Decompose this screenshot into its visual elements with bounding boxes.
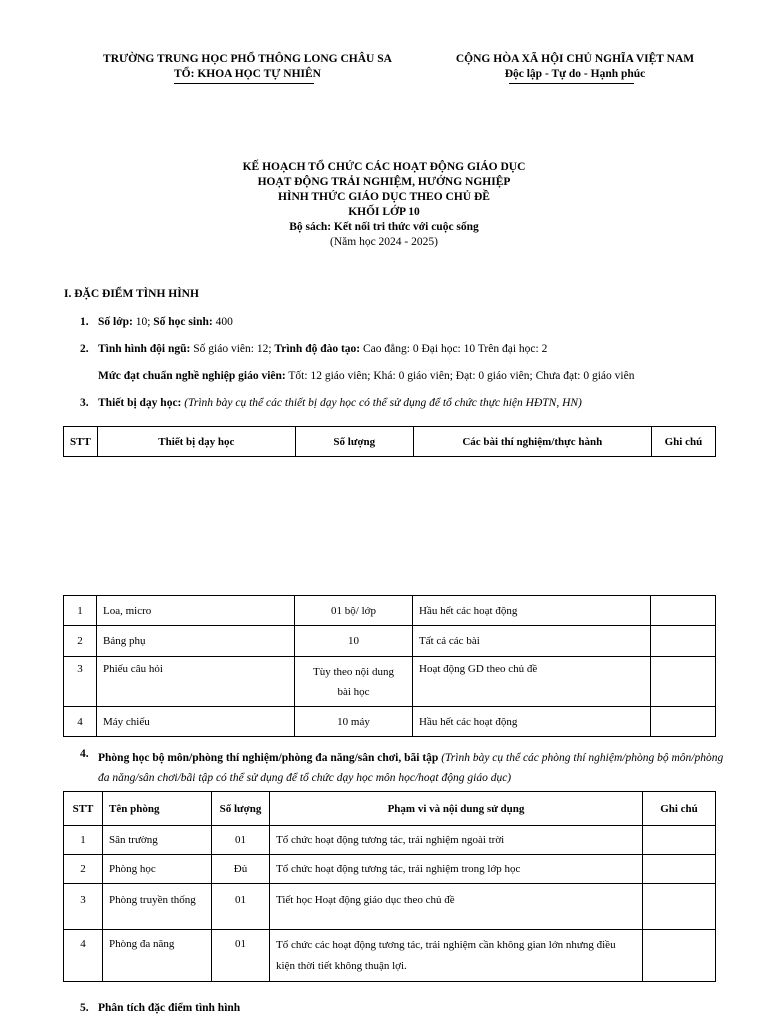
table-row [64,707,716,737]
school-year: (Năm học 2024 - 2025) [330,236,438,248]
equipment-label: Thiết bị dạy học: [98,397,182,409]
cell-stt: 3 [64,884,103,930]
document-title [0,160,768,250]
title-line-1: KẾ HOẠCH TỔ CHỨC CÁC HOẠT ĐỘNG GIÁO DỤC [242,161,526,173]
cell-experiments: Hầu hết các hoạt động [413,707,651,737]
equipment-note: (Trình bày cụ thể các thiết bị dạy học có thể sử dụng để tổ chức thực hiện HĐTN, HN) [181,397,582,409]
cell-quantity: Đủ [212,855,270,884]
students-value: 400 [212,316,233,328]
cell-notes [643,855,716,884]
cell-quantity: Tùy theo nội dung bài học [295,657,413,707]
item-2 [80,343,547,355]
header-room: Tên phòng [103,792,212,826]
cell-experiments: Hầu hết các hoạt động [413,596,651,626]
cell-experiments: Tất cả các bài [413,626,651,657]
item-4-number-wrap [80,748,98,760]
title-line-2: HOẠT ĐỘNG TRẢI NGHIỆM, HƯỚNG NGHIỆP [257,176,511,188]
table-header-row [64,792,716,826]
cell-quantity: 01 [212,884,270,930]
item-2-number: 2. [80,343,89,355]
cell-room: Phòng đa năng [103,930,212,982]
staff-value: Số giáo viên: 12; [190,343,275,355]
equipment-table-header [63,426,716,457]
cell-notes [643,826,716,855]
motto-underline [509,83,634,84]
table-row [64,884,716,930]
table-row [64,826,716,855]
section-heading: I. ĐẶC ĐIỂM TÌNH HÌNH [64,288,199,300]
motto: Độc lập - Tự do - Hạnh phúc [504,68,646,80]
school-name: TRƯỜNG TRUNG HỌC PHỔ THÔNG LONG CHÂU SA [103,53,392,65]
cell-notes [643,884,716,930]
header-quantity: Số lượng [212,792,270,826]
cell-scope: Tổ chức hoạt động tương tác, trải nghiệm ngoài trời [270,826,643,855]
header-notes: Ghi chú [651,427,715,457]
table-row [64,930,716,982]
cell-notes [651,707,716,737]
book-line [0,220,768,235]
header-experiments: Các bài thí nghiệm/thực hành [413,427,651,457]
table-header-row [64,427,716,457]
cell-scope: Tổ chức các hoạt động tương tác, trải nghiệm cần không gian lớn nhưng điều kiện thời tiết không thuận lợi. [270,930,643,982]
national-header [420,52,730,82]
table-row [64,855,716,884]
cell-notes [651,596,716,626]
cell-notes [651,626,716,657]
header-notes: Ghi chú [643,792,716,826]
cell-stt: 3 [64,657,97,707]
item-5-number: 5. [80,1002,89,1014]
cell-equipment: Máy chiếu [97,707,295,737]
header-scope: Phạm vi và nội dung sử dụng [270,792,643,826]
header-quantity: Số lượng [295,427,413,457]
cell-equipment: Loa, micro [97,596,295,626]
book-value: Kết nối tri thức với cuộc sống [333,221,479,233]
cell-stt: 1 [64,826,103,855]
cell-scope: Tiết học Hoạt động giáo dục theo chủ đề [270,884,643,930]
item-1 [80,316,233,328]
table-row [64,596,716,626]
item-3 [80,397,582,409]
cell-quantity: 10 [295,626,413,657]
staff-label: Tình hình đội ngũ: [98,343,191,355]
cell-room: Phòng học [103,855,212,884]
item-5 [80,1002,240,1014]
rooms-label: Phòng học bộ môn/phòng thí nghiệm/phòng đa năng/sân chơi, bãi tập [98,752,439,764]
republic-name: CỘNG HÒA XÃ HỘI CHỦ NGHĨA VIỆT NAM [455,53,695,65]
classes-value: 10; [132,316,154,328]
item-1-number: 1. [80,316,89,328]
item-4-number: 4. [80,748,89,760]
cell-equipment: Bảng phụ [97,626,295,657]
title-line-4: KHỐI LỚP 10 [348,206,420,218]
department-underline [174,83,314,84]
analysis-label: Phân tích đặc điểm tình hình [98,1002,241,1014]
cell-stt: 1 [64,596,97,626]
item-4 [98,748,726,788]
cell-notes [643,930,716,982]
cell-stt: 2 [64,855,103,884]
header-stt: STT [64,792,103,826]
table-row [64,626,716,657]
table-row [64,657,716,707]
school-header [90,52,405,82]
book-label: Bộ sách: [289,221,332,233]
equipment-table [63,595,716,737]
cell-stt: 2 [64,626,97,657]
classes-label: Số lớp: [98,316,133,328]
rooms-note: (Trình bày cụ thể các phòng thí nghiệm/phòng bộ môn/phòng đa năng/sân chơi/bãi tập có thể sử dụng để tổ chức dạy học môn học/hoạt động giáo dục) [98,752,724,784]
cell-quantity: 01 [212,930,270,982]
item-3-number: 3. [80,397,89,409]
cell-quantity: 01 bộ/ lớp [295,596,413,626]
cell-quantity: 01 [212,826,270,855]
cell-stt: 4 [64,707,97,737]
standard-label: Mức đạt chuẩn nghề nghiệp giáo viên: [98,370,286,382]
rooms-table [63,791,716,982]
training-value: Cao đẳng: 0 Đại học: 10 Trên đại học: 2 [360,343,548,355]
students-label: Số học sinh: [153,316,213,328]
title-line-3: HÌNH THỨC GIÁO DỤC THEO CHỦ ĐỀ [278,191,490,203]
department-name: TỔ: KHOA HỌC TỰ NHIÊN [174,68,321,80]
cell-experiments: Hoạt động GD theo chủ đề [413,657,651,707]
cell-room: Sân trường [103,826,212,855]
cell-notes [651,657,716,707]
cell-stt: 4 [64,930,103,982]
cell-scope: Tổ chức hoạt động tương tác, trải nghiệm trong lớp học [270,855,643,884]
cell-quantity: 10 máy [295,707,413,737]
item-2-standard [98,370,634,382]
training-label: Trình độ đào tạo: [274,343,361,355]
header-equipment: Thiết bị dạy học [97,427,295,457]
cell-equipment: Phiếu câu hỏi [97,657,295,707]
standard-value: Tốt: 12 giáo viên; Khá: 0 giáo viên; Đạt: 0 giáo viên; Chưa đạt: 0 giáo viên [285,370,635,382]
cell-room: Phòng truyền thống [103,884,212,930]
header-stt: STT [64,427,98,457]
